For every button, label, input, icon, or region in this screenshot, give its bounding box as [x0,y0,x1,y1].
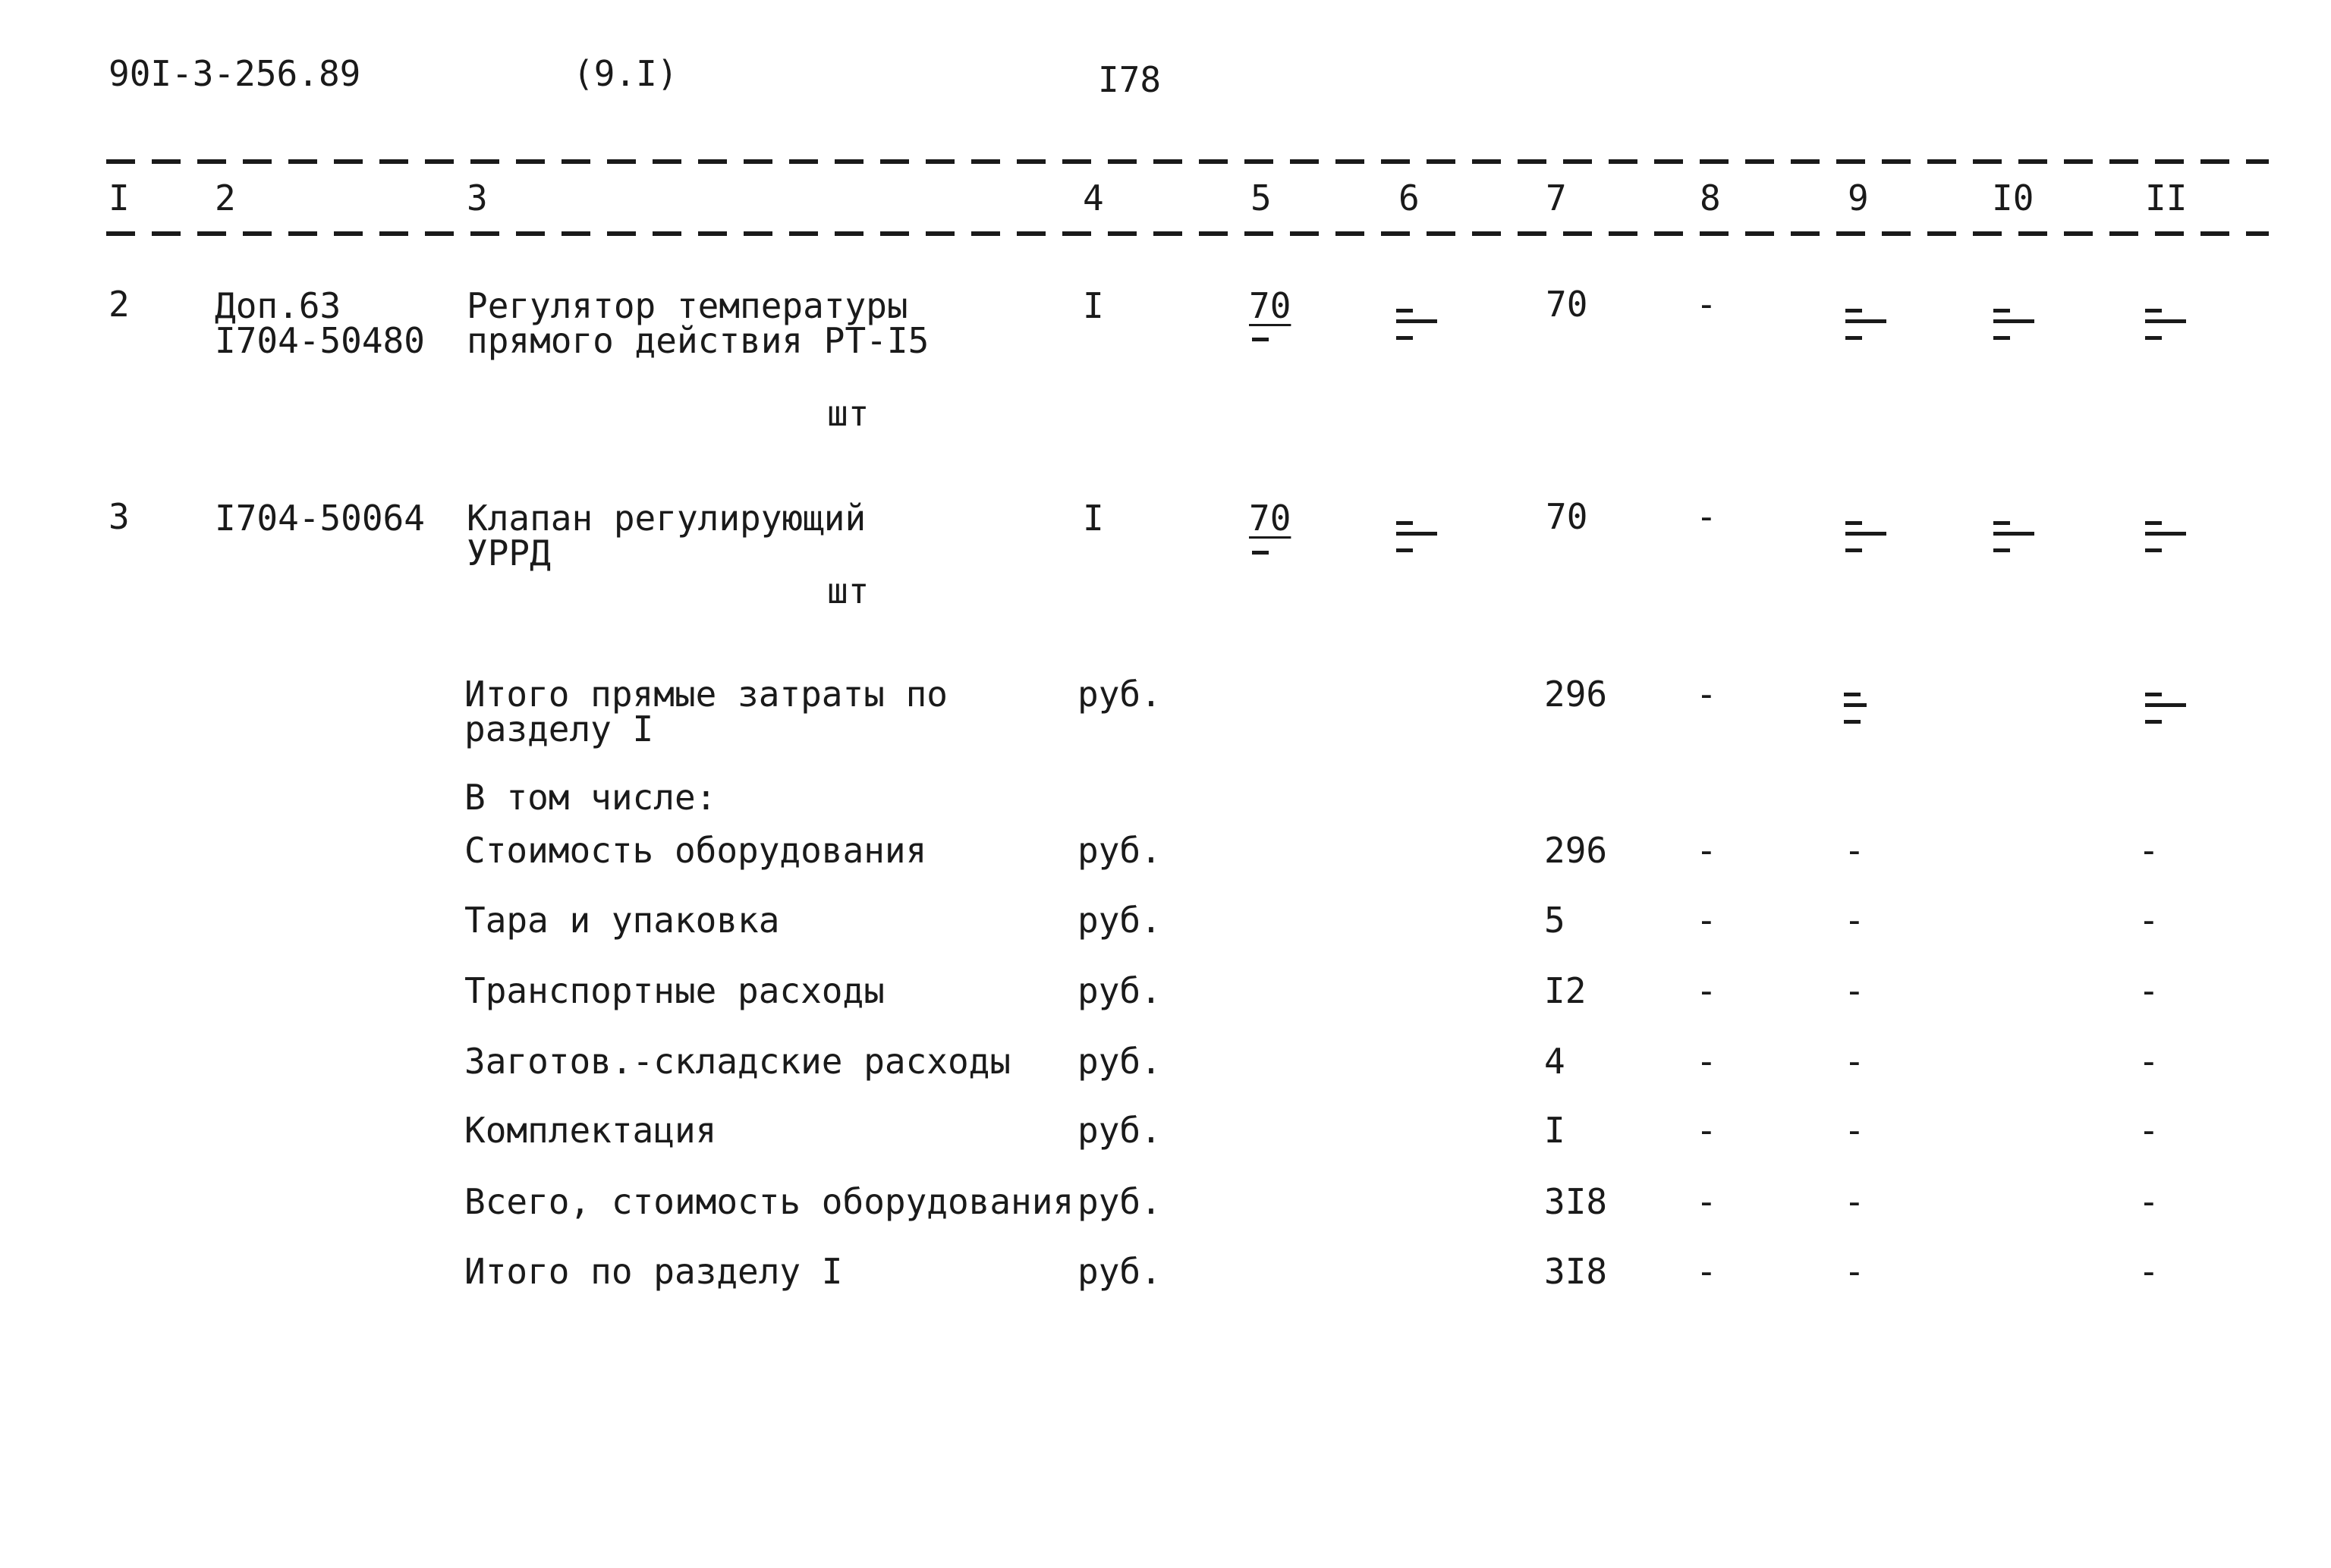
column-header-7: 7 [1546,178,1567,218]
summary-col11: - [2138,1110,2160,1151]
document-code: 90I-3-256.89 [109,53,361,94]
header-bottom-rule [106,231,2269,236]
column-header-3: 3 [467,178,488,218]
subtotal-label-line2: разделу I [464,709,654,749]
subtotal-col8: - [1696,674,1717,715]
summary-col7: 3I8 [1544,1181,1608,1222]
summary-unit: руб. [1077,1110,1162,1151]
summary-label: Всего, стоимость оборудования [464,1181,1074,1222]
row-code-line1: I704-50064 [215,498,425,539]
summary-col9: - [1844,900,1865,941]
summary-col9: - [1844,830,1865,871]
summary-col8: - [1696,1110,1717,1151]
summary-label: Заготов.-складские расходы [464,1041,1011,1082]
summary-unit: руб. [1077,1181,1162,1222]
row-code-line2: I704-50480 [215,320,425,361]
summary-col9: - [1844,1110,1865,1151]
summary-col9: - [1844,1041,1865,1082]
summary-col11: - [2138,1041,2160,1082]
summary-unit: руб. [1077,900,1162,941]
subtotal-col7: 296 [1544,674,1608,715]
summary-col9: - [1844,1181,1865,1222]
column-header-2: 2 [215,178,236,218]
column-header-6: 6 [1398,178,1420,218]
summary-col11: - [2138,1181,2160,1222]
summary-col7: 4 [1544,1041,1565,1082]
summary-col7: 5 [1544,900,1565,941]
summary-col7: 3I8 [1544,1251,1608,1292]
row-number: 2 [109,284,130,325]
summary-col11: - [2138,900,2160,941]
summary-col9: - [1844,970,1865,1011]
summary-col11: - [2138,830,2160,871]
summary-col8: - [1696,830,1717,871]
subtotal-label-line1: Итого прямые затраты по [464,674,948,715]
row-number: 3 [109,496,130,537]
summary-col8: - [1696,1181,1717,1222]
summary-unit: руб. [1077,1251,1162,1292]
column-header-4: 4 [1083,178,1104,218]
summary-col8: - [1696,1251,1717,1292]
section-number: (9.I) [573,53,678,94]
row-quantity: I [1083,498,1104,539]
summary-col8: - [1696,900,1717,941]
summary-col8: - [1696,1041,1717,1082]
row-price-total: 70 [1546,496,1588,537]
row-code-line1: Доп.63 [215,285,341,326]
row-name-line1: Клапан регулирующий [467,498,867,539]
summary-col11: - [2138,970,2160,1011]
summary-unit: руб. [1077,830,1162,871]
summary-label: Транспортные расходы [464,970,885,1011]
row-col8: - [1696,284,1717,325]
summary-col8: - [1696,970,1717,1011]
row-price-total: 70 [1546,284,1588,325]
summary-col9: - [1844,1251,1865,1292]
row-name-line2: прямого действия РТ-I5 [467,320,930,361]
summary-col7: I [1544,1110,1565,1151]
summary-label: Итого по разделу I [464,1251,843,1292]
subtotal-unit: руб. [1077,674,1162,715]
column-header-10: I0 [1992,178,2034,218]
row-unit: шт [827,393,870,434]
summary-label: Комплектация [464,1110,717,1151]
summary-col7: I2 [1544,970,1587,1011]
column-header-11: II [2145,178,2188,218]
row-name-line1: Регулятор температуры [467,285,908,326]
column-header-5: 5 [1250,178,1272,218]
page-number: I78 [1098,59,1162,100]
summary-col7: 296 [1544,830,1608,871]
row-price-unit: 70 [1249,285,1291,326]
column-header-8: 8 [1700,178,1721,218]
including-label: В том числе: [464,777,717,818]
column-header-1: I [109,178,130,218]
summary-col11: - [2138,1251,2160,1292]
header-top-rule [106,159,2269,164]
row-unit: шт [827,570,870,611]
row-col8: - [1696,496,1717,537]
column-header-9: 9 [1848,178,1869,218]
summary-label: Тара и упаковка [464,900,780,941]
row-name-line2: УРРД [467,533,551,573]
row-price-unit: 70 [1249,498,1291,539]
summary-label: Стоимость оборудования [464,830,927,871]
summary-unit: руб. [1077,1041,1162,1082]
row-quantity: I [1083,285,1104,326]
summary-unit: руб. [1077,970,1162,1011]
